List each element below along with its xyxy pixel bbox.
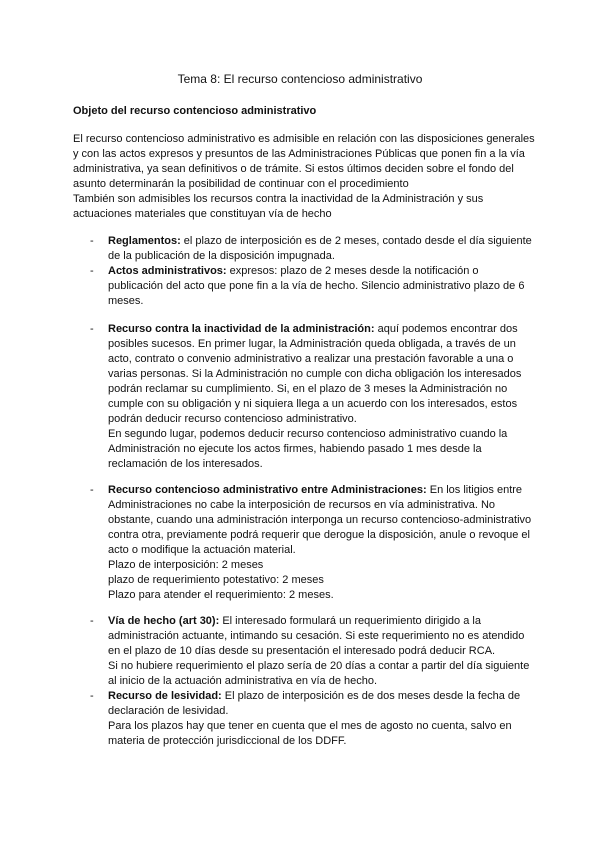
- intro-text-2: También son admisibles los recursos contra la inactividad de la Administración y sus actuaciones materiales que constituyan vía de hecho: [73, 193, 484, 220]
- plazo-line: plazo de requerimiento potestativo: 2 meses: [108, 574, 324, 586]
- bullet-list-4: [73, 614, 535, 749]
- bullet-dash: -: [90, 265, 94, 277]
- list-item-lesividad: [73, 689, 535, 749]
- item-text: El plazo de interposición es de dos meses desde la fecha de declaración de lesividad.: [108, 690, 521, 717]
- intro-paragraph: [73, 132, 535, 222]
- item-extra: En segundo lugar, podemos deducir recurso contencioso administrativo cuando la Administración no ejecute los actos firmes, habiendo pasado 1 mes desde la reclamación de los interesados.: [108, 428, 508, 470]
- item-label: Reglamentos:: [108, 235, 181, 247]
- list-item-actos: [73, 264, 535, 309]
- item-label: Recurso contencioso administrativo entre Administraciones:: [108, 484, 427, 496]
- item-text: El interesado formulará un requerimiento dirigido a la administración actuante, intimando su cesación. Si este requerimiento no es atendido en el plazo de 10 días desde su presentación el interesado podrá deducir RCA.: [108, 615, 525, 657]
- section-heading: Objeto del recurso contencioso administrativo: [73, 105, 317, 117]
- document-title: Tema 8: El recurso contencioso administrativo: [177, 72, 423, 86]
- item-extra: Si no hubiere requerimiento el plazo sería de 20 días a contar a partir del día siguiente al inicio de la actuación administrativa en vía de hecho.: [108, 660, 530, 687]
- item-text: aquí podemos encontrar dos posibles sucesos. En primer lugar, la Administración queda obligada, a través de un acto, contrato o convenio administrativo a realizar una prestación favorable a una o varias personas. Si la Administración no cumple con dicha obligación los interesados podrán reclamar su cumplimiento. Si, en el plazo de 3 meses la Administración no cumple con su obligación y ni siquiera llega a un acuerdo con los interesados, estos podrán deducir recurso contencioso administrativo.: [108, 323, 522, 425]
- list-item-via-hecho: [73, 614, 535, 689]
- item-extra: Para los plazos hay que tener en cuenta que el mes de agosto no cuenta, salvo en materia de protección jurisdiccional de los DDFF.: [108, 720, 512, 747]
- plazo-line: Plazo de interposición: 2 meses: [108, 559, 264, 571]
- bullet-list-3: [73, 483, 535, 603]
- bullet-dash: -: [90, 323, 94, 335]
- list-item-inactividad: [73, 322, 535, 472]
- item-text: expresos: plazo de 2 meses desde la notificación o publicación del acto que pone fin a la vía de hecho. Silencio administrativo plazo de 6 meses.: [108, 265, 525, 307]
- intro-text-1: El recurso contencioso administrativo es admisible en relación con las disposiciones generales y con las actos expresos y presuntos de las Administraciones Públicas que ponen fin a la vía administrativa, ya sean definitivos o de trámite. Si estos últimos deciden sobre el fondo del asunto determinarán la posibilidad de continuar con el procedimiento: [73, 133, 535, 190]
- plazo-line: Plazo para atender el requerimiento: 2 meses.: [108, 589, 334, 601]
- bullet-list-1: [73, 234, 535, 309]
- item-label: Actos administrativos:: [108, 265, 227, 277]
- item-label: Recurso contra la inactividad de la administración:: [108, 323, 375, 335]
- list-item-entre-administraciones: [73, 483, 535, 603]
- item-text: En los litigios entre Administraciones no cabe la interposición de recursos en vía administrativa. No obstante, cuando una administración interponga un recurso contencioso-administrativo contra otra, previamente podrá requerir que derogue la disposición, anule o revoque el acto o modifique la actuación material.: [108, 484, 532, 556]
- item-label: Recurso de lesividad:: [108, 690, 222, 702]
- item-label: Vía de hecho (art 30):: [108, 615, 220, 627]
- item-text: el plazo de interposición es de 2 meses, contado desde el día siguiente de la publicación de la disposición impugnada.: [108, 235, 532, 262]
- bullet-dash: -: [90, 235, 94, 247]
- bullet-dash: -: [90, 484, 94, 496]
- bullet-list-2: [73, 322, 535, 472]
- list-item-reglamentos: [73, 234, 535, 264]
- bullet-dash: -: [90, 615, 94, 627]
- bullet-dash: -: [90, 690, 94, 702]
